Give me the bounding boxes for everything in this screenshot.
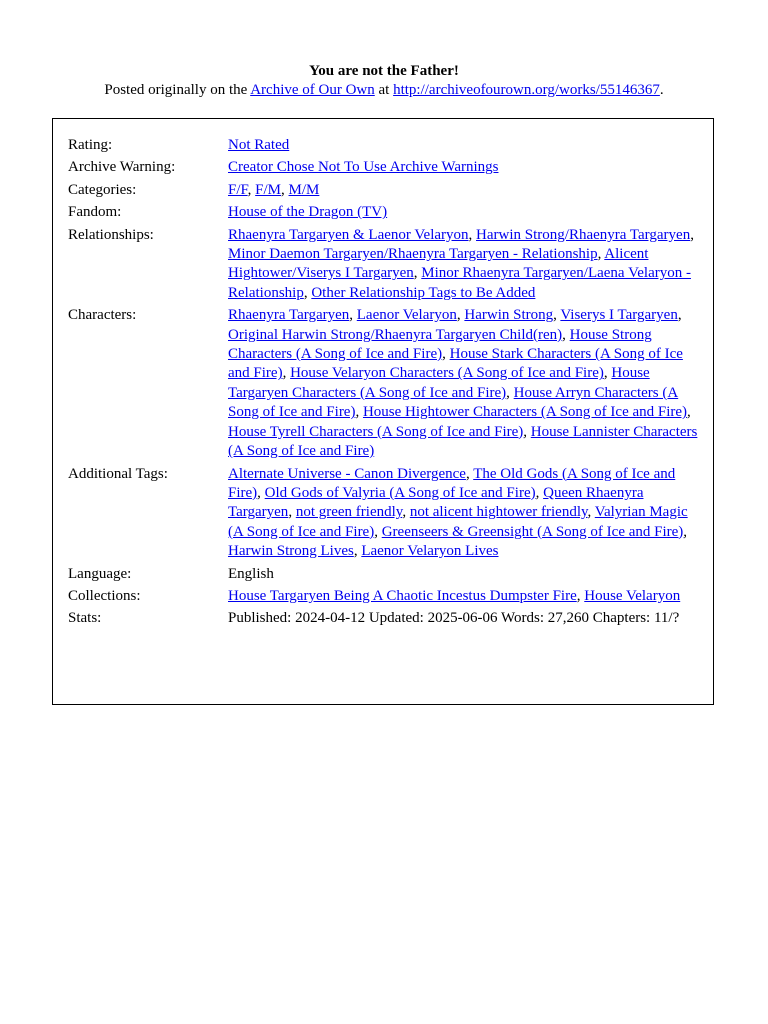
tag-link[interactable]: Alternate Universe - Canon Divergence	[228, 465, 466, 482]
tag-link[interactable]: House Velaryon Characters (A Song of Ice and Fire)	[290, 365, 604, 382]
tag-link[interactable]: Laenor Velaryon Lives	[361, 543, 499, 560]
tag-link[interactable]: House Strong Characters (A Song of Ice and Fire)	[228, 326, 652, 363]
additional-tags-tags: Alternate Universe - Canon Divergence, The Old Gods (A Song of Ice and Fire), Old Gods of Valyria (A Song of Ice and Fire), Queen Rhaenyra Targaryen, not green friendly, not alicent hightower friendly, Valyrian Magic (A Song of Ice and Fire), Greenseers & Greensight (A Song of Ice and Fire), Harwin Strong Lives, Laenor Velaryon Lives	[228, 465, 688, 560]
tag-link[interactable]: Old Gods of Valyria (A Song of Ice and Fire)	[264, 484, 536, 501]
archive-link[interactable]: Archive of Our Own	[250, 82, 375, 98]
metadata-table	[68, 136, 700, 632]
tag-link[interactable]: Greenseers & Greensight (A Song of Ice and Fire)	[381, 523, 684, 540]
fandom-label: Fandom:	[68, 204, 122, 221]
tag-link[interactable]: House Velaryon	[584, 587, 681, 604]
tag-link[interactable]: Harwin Strong/Rhaenyra Targaryen	[476, 226, 691, 243]
metadata-box	[52, 118, 714, 705]
posted-line	[0, 81, 768, 100]
warning-label: Archive Warning:	[68, 159, 176, 176]
tag-link[interactable]: House of the Dragon (TV)	[228, 204, 388, 221]
tag-link[interactable]: House Lannister Characters (A Song of Ice and Fire)	[228, 423, 698, 460]
language-row	[68, 565, 700, 587]
categories-tags: F/F, F/M, M/M	[228, 181, 320, 198]
collections-row	[68, 587, 700, 609]
tag-link[interactable]: Alicent Hightower/Viserys I Targaryen	[228, 246, 649, 282]
tag-link[interactable]: House Targaryen Characters (A Song of Ice and Fire)	[228, 365, 650, 401]
characters-tags: Rhaenyra Targaryen, Laenor Velaryon, Harwin Strong, Viserys I Targaryen, Original Harwin Strong/Rhaenyra Targaryen Child(ren), House Strong Characters (A Song of Ice and Fire), House Stark Characters (A Song of Ice and Fire), House Velaryon Characters (A Song of Ice and Fire), House Targaryen Characters (A Song of Ice and Fire), House Arryn Characters (A Song of Ice and Fire), House Hightower Characters (A Song of Ice and Fire), House Tyrell Characters (A Song of Ice and Fire), House Lannister Characters (A Song of Ice and Fire)	[228, 307, 698, 460]
posted-prefix: Posted originally on the	[104, 82, 251, 98]
categories-label: Categories:	[68, 181, 137, 198]
tag-link[interactable]: Minor Daemon Targaryen/Rhaenyra Targaryen - Relationship	[228, 246, 598, 263]
rating-row	[68, 136, 700, 158]
language-label: Language:	[68, 565, 132, 582]
stats-row	[68, 609, 700, 631]
characters-row	[68, 306, 700, 464]
tag-link[interactable]: F/F	[228, 181, 248, 198]
additional-tags-row	[68, 465, 700, 565]
posted-mid: at	[374, 82, 394, 98]
posted-suffix: .	[659, 82, 664, 98]
tag-link[interactable]: Original Harwin Strong/Rhaenyra Targaryen Child(ren)	[228, 326, 563, 343]
relationships-row	[68, 226, 700, 307]
rating-label: Rating:	[68, 137, 113, 153]
tag-link[interactable]: Rhaenyra Targaryen	[228, 307, 350, 324]
tag-link[interactable]: not alicent hightower friendly	[409, 504, 588, 521]
tag-link[interactable]: M/M	[288, 181, 320, 198]
collections-label: Collections:	[68, 587, 141, 604]
language-value: English	[228, 565, 274, 582]
tag-link[interactable]: The Old Gods (A Song of Ice and Fire)	[228, 465, 676, 501]
relationships-tags: Rhaenyra Targaryen & Laenor Velaryon, Harwin Strong/Rhaenyra Targaryen, Minor Daemon Targaryen/Rhaenyra Targaryen - Relationship, Alicent Hightower/Viserys I Targaryen, Minor Rhaenyra Targaryen/Laena Velaryon - Relationship, Other Relationship Tags to Be Added	[228, 226, 694, 301]
additional-tags-label: Additional Tags:	[68, 465, 168, 482]
relationships-label: Relationships:	[68, 226, 154, 243]
tag-link[interactable]: Creator Chose Not To Use Archive Warnings	[228, 159, 499, 176]
tag-link[interactable]: Queen Rhaenyra Targaryen	[228, 484, 644, 521]
stats-value: Published: 2024-04-12 Updated: 2025-06-06 Words: 27,260 Chapters: 11/?	[228, 610, 680, 627]
tag-link[interactable]: Not Rated	[228, 137, 290, 153]
tag-link[interactable]: Laenor Velaryon	[356, 307, 457, 324]
tag-link[interactable]: House Tyrell Characters (A Song of Ice and Fire)	[228, 423, 524, 440]
work-title: You are not the Father!	[309, 63, 459, 79]
tag-link[interactable]: House Hightower Characters (A Song of Ice and Fire)	[362, 404, 688, 421]
tag-link[interactable]: House Targaryen Being A Chaotic Incestus Dumpster Fire	[228, 587, 577, 604]
tag-link[interactable]: not green friendly	[295, 504, 403, 521]
tag-link[interactable]: Minor Rhaenyra Targaryen/Laena Velaryon - Relationship	[228, 265, 691, 301]
tag-link[interactable]: Harwin Strong Lives	[228, 543, 354, 560]
rating-tags	[228, 136, 700, 158]
fandom-row	[68, 203, 700, 225]
characters-label: Characters:	[68, 307, 137, 324]
tag-link[interactable]: Other Relationship Tags to Be Added	[311, 284, 536, 301]
tag-link[interactable]: Viserys I Targaryen	[560, 307, 678, 324]
categories-row	[68, 181, 700, 203]
tag-link[interactable]: House Arryn Characters (A Song of Ice and Fire)	[228, 384, 679, 421]
tag-link[interactable]: F/M	[255, 181, 282, 198]
tag-link[interactable]: Rhaenyra Targaryen & Laenor Velaryon	[228, 226, 469, 243]
tag-link[interactable]: Harwin Strong	[464, 307, 554, 324]
stats-label: Stats:	[68, 610, 102, 627]
tag-link[interactable]: Valyrian Magic (A Song of Ice and Fire)	[228, 504, 688, 540]
tag-link[interactable]: House Stark Characters (A Song of Ice and Fire)	[228, 346, 683, 382]
collections-tags: House Targaryen Being A Chaotic Incestus Dumpster Fire, House Velaryon	[228, 587, 681, 604]
work-url-link[interactable]: http://archiveofourown.org/works/55146367	[393, 82, 660, 98]
warning-tags	[228, 158, 700, 180]
fandom-tags	[228, 203, 700, 225]
work-header	[0, 62, 768, 100]
warning-row	[68, 158, 700, 180]
